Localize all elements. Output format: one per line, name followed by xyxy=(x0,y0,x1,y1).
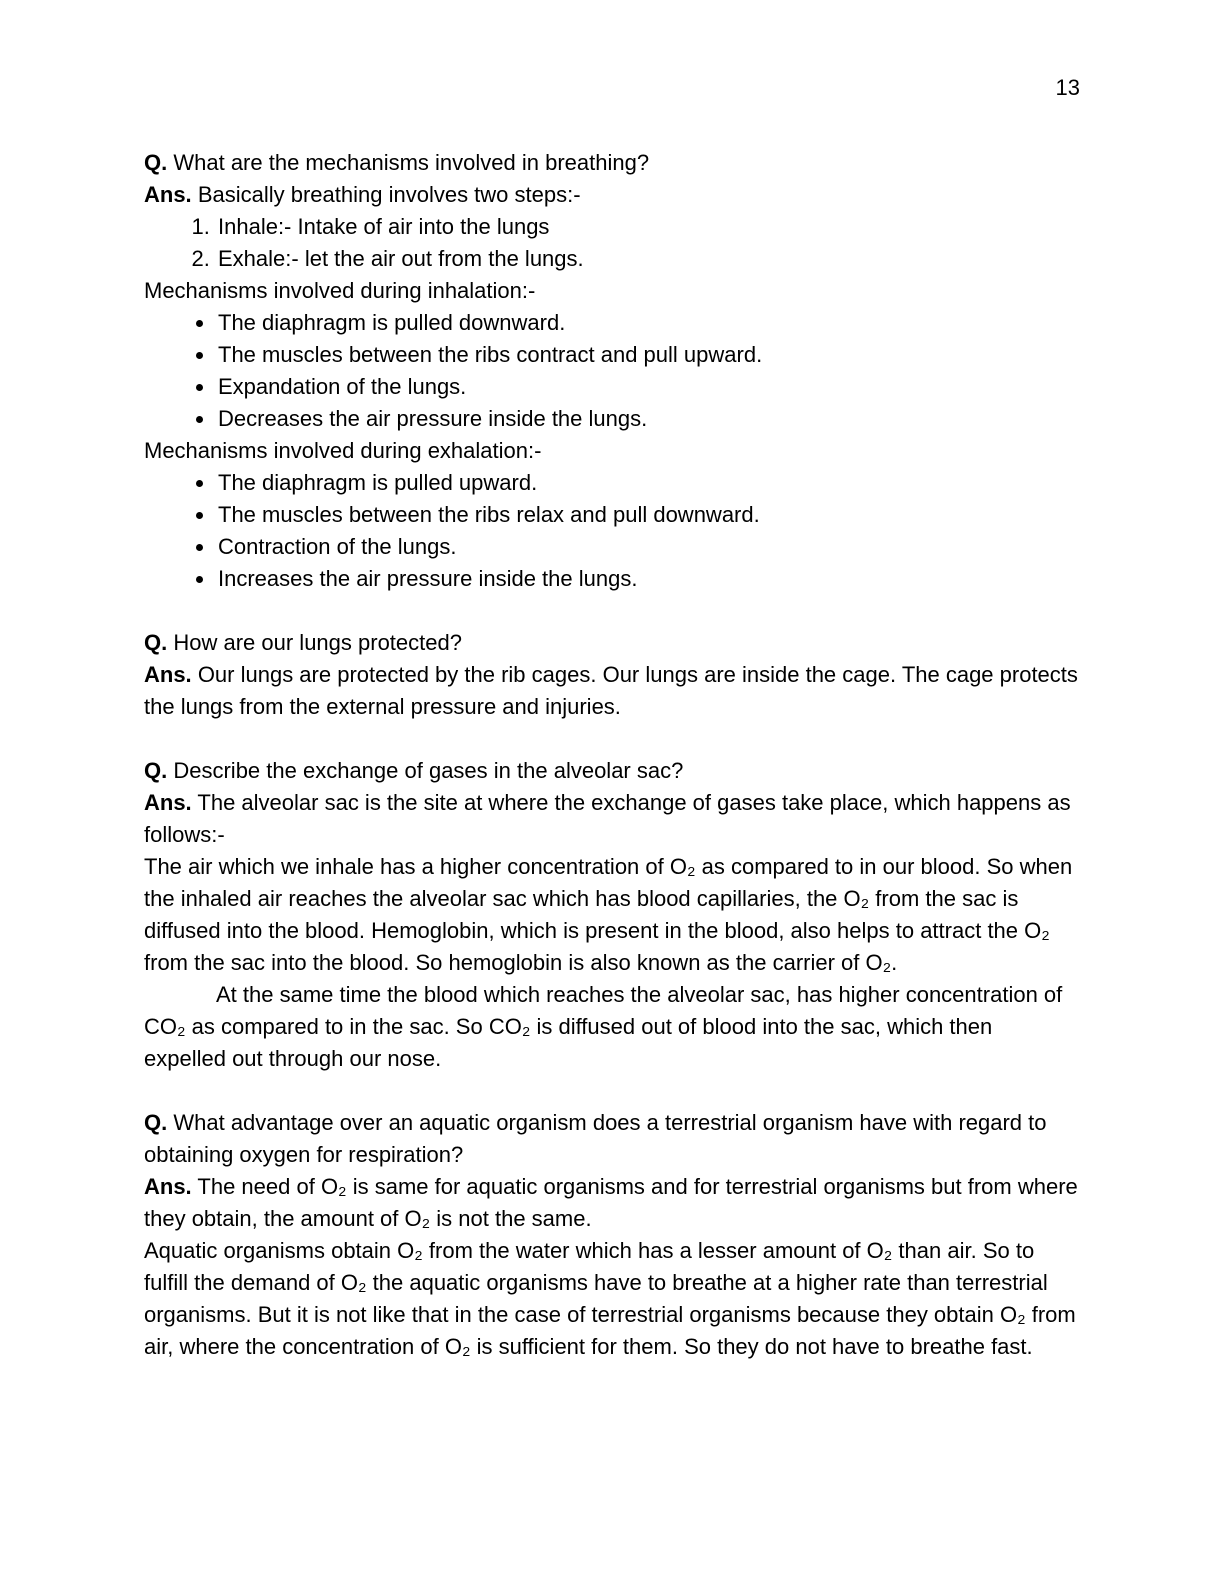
question-line xyxy=(144,147,1080,179)
question-label: Q. xyxy=(144,1110,168,1135)
breathing-rate-paragraph: Aquatic organisms obtain O₂ from the water which has a lesser amount of O₂ than air. So to fulfill the demand of O₂ the aquatic organisms have to breathe at a higher rate than terrestrial organisms. But it is not like that in the case of terrestrial organisms because they obtain O₂ from air, where the concentration of O₂ is sufficient for them. So they do not have to breathe fast. xyxy=(144,1238,1076,1359)
question-text: Describe the exchange of gases in the alveolar sac? xyxy=(173,758,684,783)
page-number: 13 xyxy=(1055,75,1080,100)
answer-text: The need of O₂ is same for aquatic organisms and for terrestrial organisms but from where they obtain, the amount of O₂ is not the same. xyxy=(144,1174,1078,1231)
qa-block-lungs-protection xyxy=(144,627,1080,723)
exhalation-heading: Mechanisms involved during exhalation:- xyxy=(144,438,542,463)
answer-label: Ans. xyxy=(144,662,192,687)
question-text: What advantage over an aquatic organism does a terrestrial organism have with regard to obtaining oxygen for respiration? xyxy=(144,1110,1047,1167)
question-line xyxy=(144,627,1080,659)
co2-diffusion-paragraph: At the same time the blood which reaches the alveolar sac, has higher concentration of CO₂ as compared to in the sac. So CO₂ is diffused out of blood into the sac, which then expelled out through our nose. xyxy=(144,982,1063,1071)
list-item: • The diaphragm is pulled upward. xyxy=(216,467,1080,499)
answer-text: Basically breathing involves two steps:- xyxy=(197,182,581,207)
answer-label: Ans. xyxy=(144,1174,192,1199)
list-item: • The diaphragm is pulled downward. xyxy=(216,307,1080,339)
answer-text: Our lungs are protected by the rib cages. Our lungs are inside the cage. The cage protects the lungs from the external pressure and injuries. xyxy=(144,662,1078,719)
answer-paragraph xyxy=(144,1171,1080,1235)
question-text: How are our lungs protected? xyxy=(173,630,462,655)
breathing-steps-list xyxy=(144,211,1080,275)
list-item: • Increases the air pressure inside the lungs. xyxy=(216,563,1080,595)
answer-label: Ans. xyxy=(144,790,192,815)
document-body xyxy=(144,147,1080,1363)
answer-line xyxy=(144,179,1080,211)
answer-label: Ans. xyxy=(144,182,192,207)
answer-paragraph xyxy=(144,659,1080,723)
qa-block-alveolar-gas-exchange xyxy=(144,755,1080,1075)
inhalation-points-list xyxy=(144,307,1080,435)
question-text: What are the mechanisms involved in breathing? xyxy=(173,150,650,175)
question-label: Q. xyxy=(144,150,168,175)
answer-paragraph xyxy=(144,787,1080,851)
inhalation-heading: Mechanisms involved during inhalation:- xyxy=(144,278,536,303)
answer-text: The alveolar sac is the site at where the exchange of gases take place, which happens as follows:- xyxy=(144,790,1071,847)
question-line xyxy=(144,1107,1080,1171)
question-line xyxy=(144,755,1080,787)
qa-block-aquatic-vs-terrestrial xyxy=(144,1107,1080,1363)
list-item: • Decreases the air pressure inside the lungs. xyxy=(216,403,1080,435)
list-item: • Contraction of the lungs. xyxy=(216,531,1080,563)
oxygen-diffusion-paragraph: The air which we inhale has a higher concentration of O₂ as compared to in our blood. So when the inhaled air reaches the alveolar sac which has blood capillaries, the O₂ from the sac is diffused into the blood. Hemoglobin, which is present in the blood, also helps to attract the O₂ from the sac into the blood. So hemoglobin is also known as the carrier of O₂. xyxy=(144,854,1073,975)
list-item: • The muscles between the ribs relax and pull downward. xyxy=(216,499,1080,531)
question-label: Q. xyxy=(144,630,168,655)
question-label: Q. xyxy=(144,758,168,783)
list-item: 1. Inhale:- Intake of air into the lungs xyxy=(216,211,1080,243)
list-item: • Expandation of the lungs. xyxy=(216,371,1080,403)
qa-block-breathing-mechanisms xyxy=(144,147,1080,595)
exhalation-points-list xyxy=(144,467,1080,595)
list-item: • The muscles between the ribs contract and pull upward. xyxy=(216,339,1080,371)
list-item: 2. Exhale:- let the air out from the lungs. xyxy=(216,243,1080,275)
